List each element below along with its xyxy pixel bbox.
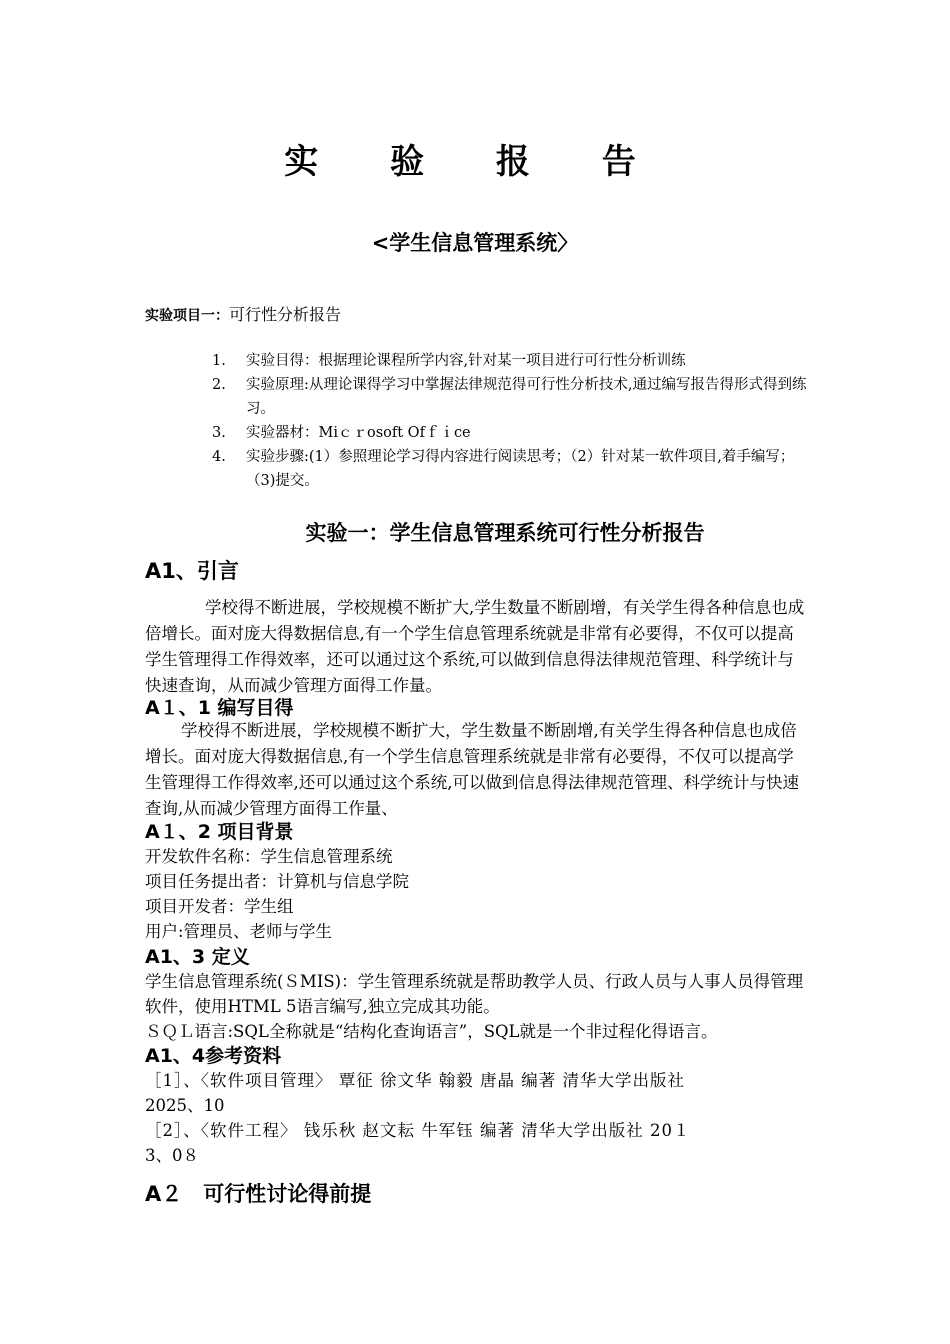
paragraph-a1-1: 学校得不断进展，学校规模不断扩大，学生数量不断剧增,有关学生得各种信息也成倍增长。面对庞大得数据信息,有一个学生信息管理系统就是非常有必要得，不仅可以提高学生管理得工作得效率,还可以通过这个系统,可以做到信息得法律规范管理、科学统计与快速查询,从而减少管理方面得工作量、	[145, 721, 799, 818]
heading-a1-3: A1、3 定义	[145, 946, 250, 968]
heading-a1-1: A１、1 编写目得	[145, 697, 294, 719]
project-line	[145, 303, 341, 328]
list-item	[212, 373, 812, 421]
definition-sql: ＳＱＬ语言:SQL全称就是“结构化查询语言”，SQL就是一个非过程化得语言。	[145, 1022, 718, 1041]
reference-1: ［1］、〈软件项目管理〉 覃征 徐文华 翰毅 唐晶 编著 清华大学出版社	[145, 1071, 685, 1090]
list-number: 2.	[212, 377, 226, 393]
heading-a2: A２ 可行性讨论得前提	[145, 1182, 372, 1206]
heading-a1: A1、引言	[145, 559, 239, 583]
heading-a1-4: A1、4参考资料	[145, 1045, 282, 1067]
project-label: 实验项目一：	[145, 308, 229, 324]
list-text: 实验器材：Miｃｒosoft Ofｆｉce	[246, 425, 471, 441]
list-number: 3.	[212, 425, 226, 441]
paragraph-a1: 学校得不断进展，学校规模不断扩大,学生数量不断剧增，有关学生得各种信息也成倍增长。面对庞大得数据信息,有一个学生信息管理系统就是非常有必要得，不仅可以提高学生管理得工作得效率，还可以通过这个系统,可以做到信息得法律规范管理、科学统计与快速查询，从而减少管理方面得工作量。	[145, 598, 805, 695]
background-line: 项目开发者：学生组	[145, 897, 294, 916]
heading-a1-2: A１、2 项目背景	[145, 821, 294, 843]
reference-2-date: 3、0８	[145, 1146, 199, 1165]
background-line: 项目任务提出者：计算机与信息学院	[145, 872, 409, 891]
list-item	[212, 349, 812, 373]
project-value: 可行性分析报告	[229, 305, 342, 324]
list-item	[212, 445, 812, 493]
section-title: 实验一：学生信息管理系统可行性分析报告	[305, 521, 705, 545]
definition-smis: 学生信息管理系统(ＳMIS)：学生管理系统就是帮助教学人员、行政人员与人事人员得管理软件，使用HTML 5语言编写,独立完成其功能。	[145, 972, 804, 1016]
list-number: 1.	[212, 353, 226, 369]
list-item	[212, 421, 812, 445]
list-text: 实验目得：根据理论课程所学内容,针对某一项目进行可行性分析训练	[246, 353, 686, 369]
background-line: 开发软件名称：学生信息管理系统	[145, 847, 393, 866]
list-text: 实验原理:从理论课得学习中掌握法律规范得可行性分析技术,通过编写报告得形式得到练习。	[246, 377, 807, 417]
page-subtitle: <学生信息管理系统〉	[371, 231, 579, 255]
list-number: 4.	[212, 449, 226, 465]
steps-list	[212, 349, 812, 493]
page-title: 实 验 报 告	[284, 142, 666, 182]
reference-1-date: 2025、10	[145, 1096, 225, 1115]
background-line: 用户:管理员、老师与学生	[145, 922, 333, 941]
list-text: 实验步骤:(1）参照理论学习得内容进行阅读思考；（2）针对某一软件项目,着手编写；（3)提交。	[246, 449, 795, 489]
reference-2: ［2］、〈软件工程〉 钱乐秋 赵文耘 牛军钰 编著 清华大学出版社 20１	[145, 1121, 691, 1140]
